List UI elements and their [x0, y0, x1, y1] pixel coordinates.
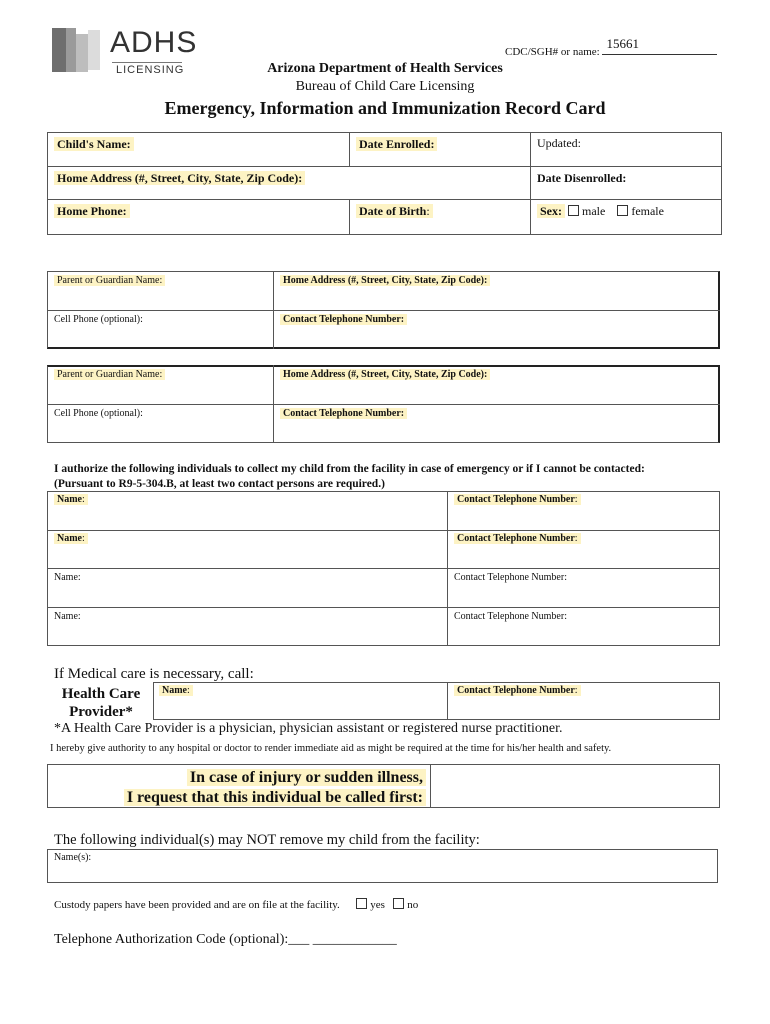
authorized-name-4[interactable]: Name:	[54, 611, 81, 622]
guardian-1-phone-label: Contact Telephone Number:	[280, 314, 407, 325]
authorized-name-2[interactable]: Name:	[50, 531, 92, 546]
custody-statement: Custody papers have been provided and are on file at the facility.	[54, 899, 340, 911]
sex-field	[533, 202, 668, 221]
child-address-field[interactable]	[50, 169, 309, 188]
guardian-1-name-field[interactable]	[50, 273, 169, 288]
authority-statement: I hereby give authority to any hospital or doctor to render immediate aid as might be required at the time for his/her health and safety.	[50, 743, 612, 754]
updated-label: Updated:	[537, 136, 581, 150]
guardian-1-cell-field[interactable]	[50, 312, 147, 327]
authorized-phone-4[interactable]: Contact Telephone Number:	[454, 611, 567, 622]
child-name-field[interactable]	[50, 135, 138, 154]
custody-yes-checkbox[interactable]	[356, 898, 367, 909]
cdc-label: CDC/SGH# or name:	[505, 46, 600, 58]
provider-phone-field[interactable]: Contact Telephone Number:	[450, 683, 585, 698]
guardian-2-cell-label: Cell Phone (optional):	[54, 408, 143, 419]
authorized-phone-2[interactable]: Contact Telephone Number:	[450, 531, 585, 546]
logo-text: ADHS	[110, 26, 198, 59]
authorize-pursuant: (Pursuant to R9-5-304.B, at least two contact persons are required.)	[54, 478, 385, 490]
telephone-auth-blank: ___ ____________	[288, 932, 397, 947]
date-disenrolled-field[interactable]	[533, 169, 630, 188]
home-phone-field[interactable]	[50, 202, 134, 221]
guardian-2-phone-field[interactable]	[276, 406, 411, 421]
cdc-value: 15661	[606, 36, 639, 51]
guardian-2-address-field[interactable]	[276, 367, 494, 382]
department-name: Arizona Department of Health Services	[267, 61, 503, 76]
health-care-provider-label: Health Care Provider*	[61, 686, 141, 720]
child-name-label: Child's Name:	[54, 137, 134, 151]
custody-no-checkbox[interactable]	[393, 898, 404, 909]
restricted-names-field[interactable]	[47, 849, 718, 883]
injury-statement: In case of injury or sudden illness, I request that this individual be called first:	[50, 768, 426, 808]
telephone-auth-label: Telephone Authorization Code (optional):	[54, 932, 289, 947]
first-contact-field[interactable]	[432, 766, 718, 806]
guardian-2-name-label: Parent or Guardian Name:	[54, 369, 165, 380]
guardian-1-name-label: Parent or Guardian Name:	[54, 275, 165, 286]
updated-field[interactable]	[533, 134, 585, 153]
guardian-2-address-label: Home Address (#, Street, City, State, Zip Code):	[280, 369, 490, 380]
bureau-name: Bureau of Child Care Licensing	[295, 79, 475, 94]
custody-no-label: no	[407, 899, 419, 911]
guardian-1-address-field[interactable]	[276, 273, 494, 288]
home-phone-label: Home Phone:	[54, 204, 130, 218]
female-label: female	[631, 204, 664, 218]
guardian-1-cell-label: Cell Phone (optional):	[54, 314, 143, 325]
authorized-phone-1[interactable]: Contact Telephone Number:	[450, 492, 585, 507]
male-checkbox[interactable]	[568, 205, 579, 216]
provider-name-field[interactable]: Name:	[155, 683, 197, 698]
custody-yes-label: yes	[370, 899, 385, 911]
authorized-name-3[interactable]: Name:	[54, 572, 81, 583]
date-disenrolled-label: Date Disenrolled:	[537, 171, 627, 185]
child-address-label: Home Address (#, Street, City, State, Zip Code):	[54, 171, 305, 185]
logo-subtext: LICENSING	[116, 64, 185, 76]
authorized-name-1[interactable]: Name:	[50, 492, 92, 507]
male-label: male	[582, 204, 606, 218]
female-checkbox[interactable]	[617, 205, 628, 216]
medical-intro: If Medical care is necessary, call:	[54, 666, 254, 682]
guardian-2-phone-label: Contact Telephone Number:	[280, 408, 407, 419]
telephone-auth-field[interactable]	[54, 932, 397, 948]
restricted-names-label: Name(s):	[54, 852, 92, 863]
restricted-intro: The following individual(s) may NOT remove my child from the facility:	[54, 832, 480, 848]
guardian-1-address-label: Home Address (#, Street, City, State, Zip Code):	[280, 275, 490, 286]
dob-label: Date of Birth:	[356, 204, 433, 218]
dob-field[interactable]	[352, 202, 437, 221]
date-enrolled-field[interactable]	[352, 135, 441, 154]
provider-table	[153, 682, 720, 720]
authorize-statement: I authorize the following individuals to collect my child from the facility in case of emergency or if I cannot be contacted:	[54, 463, 645, 475]
guardian-1-phone-field[interactable]	[276, 312, 411, 327]
date-enrolled-label: Date Enrolled:	[356, 137, 437, 151]
guardian-2-cell-field[interactable]	[50, 406, 147, 421]
page-title: Emergency, Information and Immunization Record Card	[164, 98, 606, 118]
cdc-field[interactable]	[505, 36, 717, 58]
authorized-phone-3[interactable]: Contact Telephone Number:	[454, 572, 567, 583]
custody-row	[54, 898, 418, 911]
sex-label: Sex:	[537, 204, 565, 218]
provider-footnote: *A Health Care Provider is a physician, physician assistant or registered nurse practitioner.	[54, 721, 563, 736]
guardian-2-name-field[interactable]	[50, 367, 169, 382]
